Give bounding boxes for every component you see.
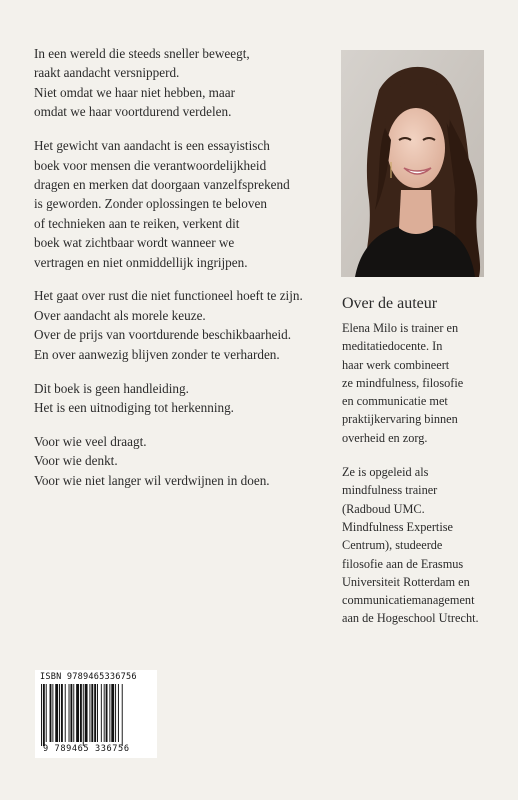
blurb-line: Dit boek is geen handleiding.: [34, 380, 189, 396]
author-photo: [341, 50, 484, 277]
barcode-bar: [52, 684, 53, 742]
barcode-bar: [70, 684, 72, 742]
blurb-line: In een wereld die steeds sneller beweegt,: [34, 46, 250, 61]
blurb-line: Het gewicht van aandacht is een essayistisch: [34, 138, 270, 154]
bio-line: meditatiedocente. In: [342, 339, 443, 354]
bio-line: Mindfulness Expertise: [342, 519, 453, 534]
barcode-bar: [89, 684, 90, 742]
blurb-line: boek voor mensen die verantwoordelijkheid: [34, 157, 267, 173]
barcode-bar: [43, 684, 45, 746]
barcode-bar: [73, 684, 74, 742]
blurb-paragraph-1: [34, 44, 319, 122]
barcode-bar: [59, 684, 60, 742]
barcode-bar: [76, 684, 79, 742]
author-bio-paragraph-2: [342, 463, 502, 628]
isbn-digits: 9 789465 336756: [43, 744, 130, 754]
bio-line: overheid en zorg.: [342, 430, 428, 445]
barcode-bar: [61, 684, 63, 742]
bio-line: Ze is opgeleid als: [342, 465, 429, 480]
blurb-line: vertragen en niet onmiddellijk ingrijpen.: [34, 254, 248, 270]
author-heading: Over de auteur: [342, 295, 438, 312]
barcode-bar: [69, 684, 70, 742]
isbn-label: ISBN 9789465336756: [40, 672, 137, 682]
barcode-bar: [109, 684, 110, 742]
bio-line: mindfulness trainer: [342, 483, 438, 498]
author-bio-paragraph-1: [342, 319, 502, 447]
barcode-bar: [94, 684, 96, 742]
blurb-paragraph-2: [34, 136, 319, 272]
blurb-line: Het gaat over rust die niet functioneel hoeft te zijn.: [34, 288, 303, 304]
barcode-bar: [91, 684, 93, 742]
bio-line: communicatiemanagement: [342, 593, 475, 608]
blurb-line: of technieken aan te reiken, verkent dit: [34, 215, 240, 231]
barcode-bar: [111, 684, 114, 742]
blurb-paragraph-4: [34, 379, 319, 418]
author-portrait-image: [341, 50, 484, 277]
barcode-bar: [122, 684, 123, 746]
blurb-line: Over de prijs van voortdurende beschikbaarheid.: [34, 327, 292, 343]
author-bio: [342, 319, 502, 644]
blurb-line: Voor wie veel draagt.: [34, 433, 147, 449]
blurb-line: Over aandacht als morele keuze.: [34, 307, 206, 323]
barcode-bar: [115, 684, 116, 742]
bio-line: praktijkervaring binnen: [342, 412, 458, 427]
blurb-line: Voor wie denkt.: [34, 453, 118, 469]
barcode-bar: [118, 684, 119, 742]
back-cover-blurb: [34, 44, 319, 505]
blurb-line: En over aanwezig blijven zonder te verharden.: [34, 346, 280, 362]
blurb-line: raakt aandacht versnipperd.: [34, 65, 180, 81]
bio-line: Universiteit Rotterdam en: [342, 574, 470, 589]
blurb-paragraph-5: [34, 432, 319, 490]
blurb-line: Het is een uitnodiging tot herkenning.: [34, 400, 234, 415]
bio-line: Centrum), studeerde: [342, 538, 443, 553]
bio-line: en communicatie met: [342, 394, 448, 409]
blurb-line: boek wat zichtbaar wordt wanneer we: [34, 235, 235, 251]
barcode-bar: [97, 684, 98, 742]
blurb-line: Voor wie niet langer wil verdwijnen in doen.: [34, 472, 270, 488]
barcode-bar: [41, 684, 42, 746]
bio-line: (Radboud UMC.: [342, 501, 425, 516]
blurb-paragraph-3: [34, 286, 319, 364]
barcode-bar: [46, 684, 47, 742]
barcode-bar: [65, 684, 66, 742]
bio-line: aan de Hogeschool Utrecht.: [342, 611, 479, 626]
barcode-bar: [80, 684, 82, 742]
blurb-line: is geworden. Zonder oplossingen te beloven: [34, 196, 267, 212]
blurb-line: omdat we haar voortdurend verdelen.: [34, 104, 232, 120]
barcode-bar: [85, 684, 88, 742]
bio-line: filosofie aan de Erasmus: [342, 556, 464, 571]
bio-line: ze mindfulness, filosofie: [342, 375, 464, 390]
blurb-line: dragen en merken dat doorgaan vanzelfsprekend: [34, 176, 290, 192]
barcode-bar: [106, 684, 108, 742]
barcode-bar: [50, 684, 52, 742]
barcode-bar: [101, 684, 102, 742]
blurb-line: Niet omdat we haar niet hebben, maar: [34, 84, 236, 100]
barcode-bar: [55, 684, 58, 742]
bio-line: Elena Milo is trainer en: [342, 321, 459, 335]
bio-line: haar werk combineert: [342, 357, 450, 372]
barcode-bar: [83, 684, 84, 746]
barcode-bar: [104, 684, 105, 742]
